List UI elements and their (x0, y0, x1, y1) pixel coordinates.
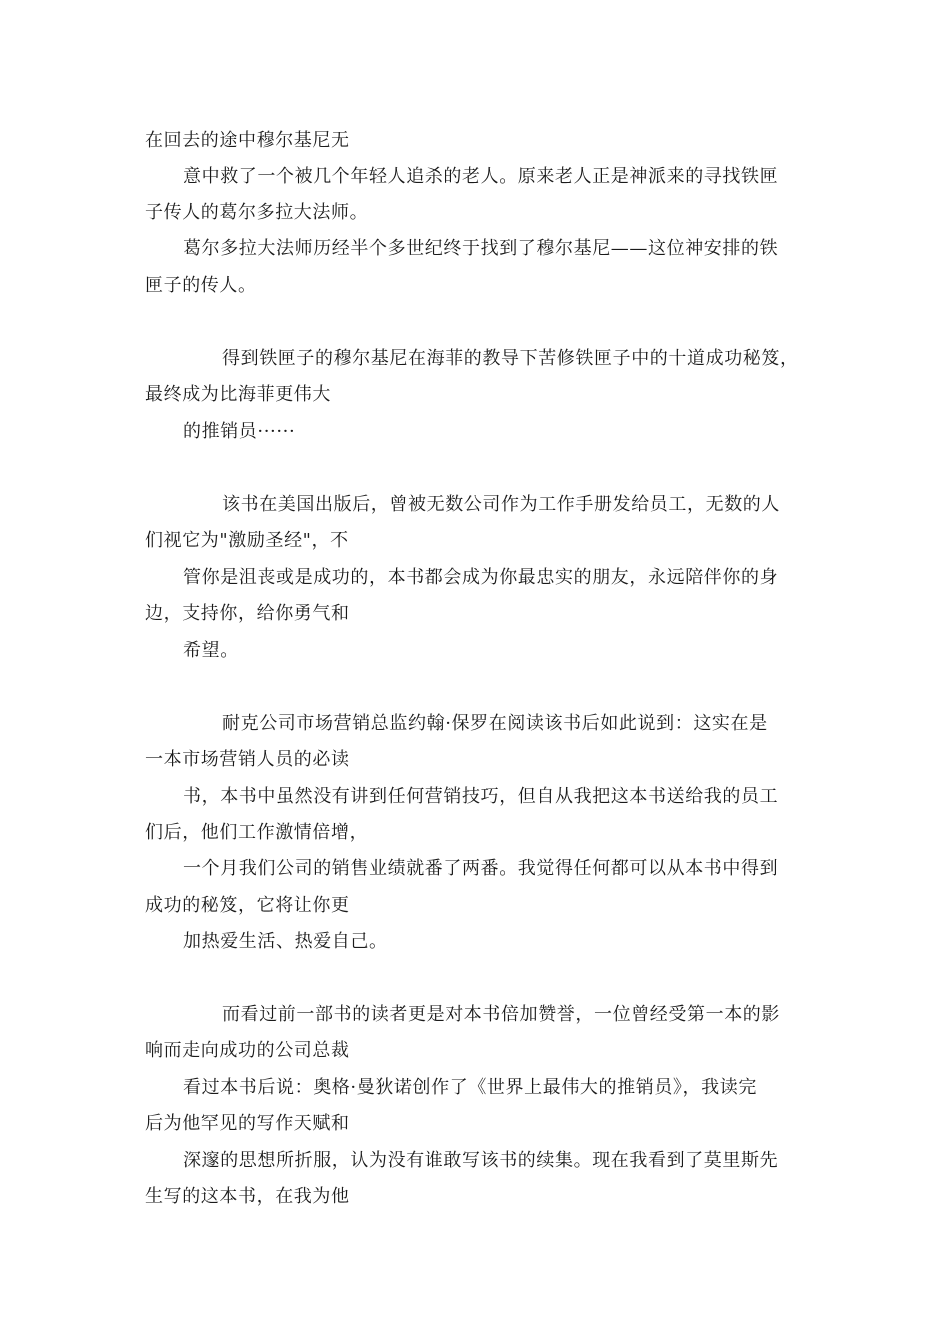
text-line: 响而走向成功的公司总裁 (145, 1040, 350, 1061)
text-line: 管你是沮丧或是成功的，本书都会成为你最忠实的朋友，永远陪伴你的身 (183, 567, 779, 588)
text-line: 得到铁匣子的穆尔基尼在海菲的教导下苦修铁匣子中的十道成功秘笈， (222, 348, 799, 369)
text-line: 耐克公司市场营销总监约翰·保罗在阅读该书后如此说到：这实在是 (222, 713, 768, 734)
text-line: 书，本书中虽然没有讲到任何营销技巧，但自从我把这本书送给我的员工 (183, 786, 779, 807)
text-line: 最终成为比海菲更伟大 (145, 384, 331, 405)
text-line: 而看过前一部书的读者更是对本书倍加赞誉，一位曾经受第一本的影 (222, 1004, 780, 1025)
text-line: 加热爱生活、热爱自己。 (183, 931, 388, 952)
text-line: 后为他罕见的写作天赋和 (145, 1113, 350, 1134)
text-line: 葛尔多拉大法师历经半个多世纪终于找到了穆尔基尼——这位神安排的铁 (183, 238, 779, 259)
text-line: 一个月我们公司的销售业绩就番了两番。我觉得任何都可以从本书中得到 (183, 858, 779, 879)
text-line: 边，支持你，给你勇气和 (145, 603, 350, 624)
text-line: 的推销员······ (183, 421, 296, 442)
text-line: 看过本书后说：奥格·曼狄诺创作了《世界上最伟大的推销员》，我读完 (183, 1077, 757, 1098)
text-line: 们视它为"激励圣经"，不 (145, 530, 349, 551)
text-line: 子传人的葛尔多拉大法师。 (145, 202, 369, 223)
text-line: 生写的这本书，在我为他 (145, 1186, 350, 1207)
text-line: 该书在美国出版后，曾被无数公司作为工作手册发给员工，无数的人 (222, 494, 780, 515)
text-line: 一本市场营销人员的必读 (145, 749, 350, 770)
text-line: 希望。 (183, 640, 239, 661)
text-line: 在回去的途中穆尔基尼无 (145, 130, 350, 151)
text-line: 深邃的思想所折服，认为没有谁敢写该书的续集。现在我看到了莫里斯先 (183, 1150, 779, 1171)
text-line: 成功的秘笈，它将让你更 (145, 895, 350, 916)
text-line: 意中救了一个被几个年轻人追杀的老人。原来老人正是神派来的寻找铁匣 (183, 166, 779, 187)
text-line: 匣子的传人。 (145, 275, 257, 296)
text-line: 们后，他们工作激情倍增， (145, 822, 369, 843)
